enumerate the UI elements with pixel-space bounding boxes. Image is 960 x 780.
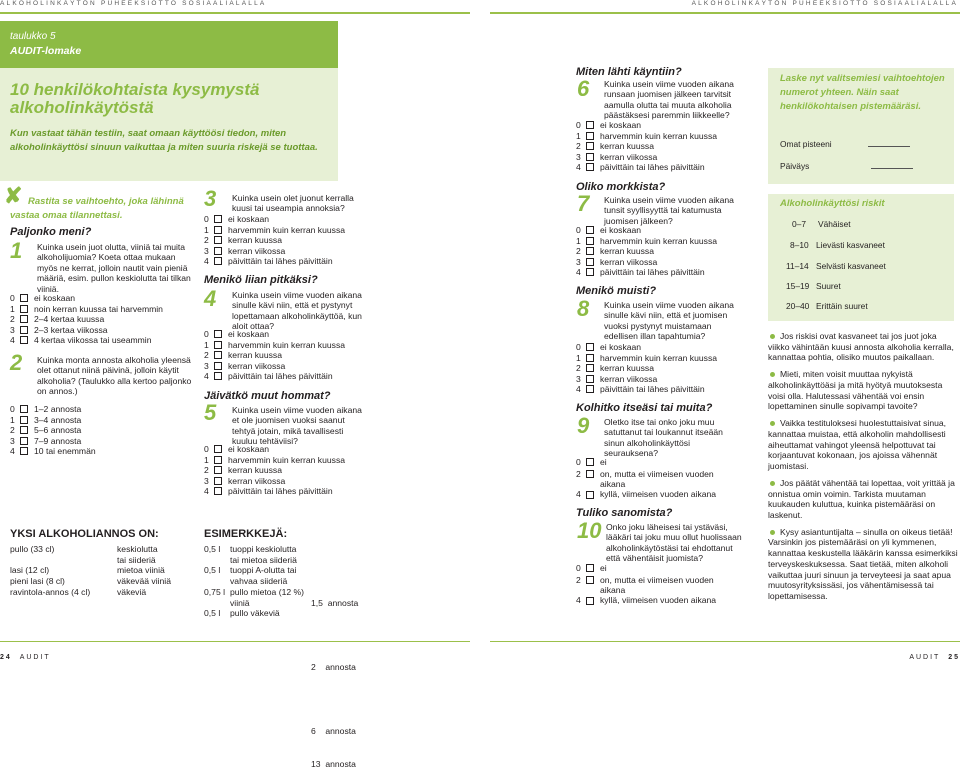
checkbox[interactable]: [586, 597, 594, 605]
example-cell: tuoppi keskiolutta: [230, 544, 297, 554]
example-cell: [204, 576, 225, 587]
section-heading-5: Oliko morkkista?: [576, 181, 666, 193]
page-number-left: 24: [0, 654, 12, 661]
checkbox[interactable]: [586, 491, 594, 499]
question-text-8: Kuinka usein viime vuoden aikana sinulle kävi niin, että et juomisen vuoksi pystynyt muistamaan edellisen illan tapahtumia?: [604, 300, 734, 342]
question-number-8: 8: [577, 296, 590, 321]
score-box-title: Laske nyt valitsemiesi vaihtoehtojen numerot yhteen. Näin saat henkilökohtaisen pistemääräsi.: [780, 73, 945, 112]
option-row[interactable]: 0 ei: [576, 457, 607, 467]
option-row[interactable]: 4 päivittäin tai lähes päivittäin: [204, 486, 333, 496]
option-row[interactable]: 1 harvemmin kuin kerran kuussa: [576, 235, 718, 246]
drink-table-cell: [10, 555, 90, 566]
section-heading-4: Miten lähti käyntiin?: [576, 66, 682, 78]
checkbox[interactable]: [586, 153, 594, 161]
footer-left-label: AUDIT: [19, 654, 51, 661]
option-row[interactable]: 2 kerran kuussa: [204, 465, 282, 475]
question-number-6: 6: [577, 76, 590, 101]
question-1-options: [10, 293, 163, 346]
section-heading-6: Menikö muisti?: [576, 285, 657, 297]
question-9-options: [576, 457, 746, 500]
example-cell: 0,5 l: [204, 544, 221, 554]
option-row[interactable]: 2 kerran kuussa: [204, 350, 282, 360]
checkbox[interactable]: [20, 437, 28, 445]
drink-table-cell: väkeviä: [117, 586, 147, 597]
checkbox[interactable]: [586, 385, 594, 393]
option-row[interactable]: 4 päivittäin tai lähes päivittäin: [576, 267, 705, 277]
instruction-text: Rastita se vaihtoehto, joka lähinnä vastaa omaa tilannettasi.: [10, 196, 184, 221]
checkbox[interactable]: [20, 405, 28, 413]
option-row[interactable]: 4 4 kertaa viikossa tai useammin: [10, 335, 152, 345]
checkbox[interactable]: [214, 215, 222, 223]
option-row[interactable]: 2 kerran kuussa: [576, 141, 654, 151]
score-box: [768, 68, 954, 184]
option-row[interactable]: 4 kyllä, viimeisen vuoden aikana: [576, 489, 717, 500]
option-row[interactable]: 1 noin kerran kuussa tai harvemmin: [10, 303, 163, 314]
section-heading-3: Jäivätkö muut hommat?: [204, 390, 331, 402]
example-cell: tuoppi A-olutta tai: [230, 565, 297, 576]
example-cell: viiniä: [230, 597, 250, 608]
checkbox[interactable]: [586, 458, 594, 466]
question-text-7: Kuinka usein viime vuoden aikana tunsit syyllisyyttä tai katumusta juomisen jälkeen?: [604, 195, 734, 226]
running-header-right: ALKOHOLINKÄYTÖN PUHEEKSIOTTO SOSIAALIALALLA: [691, 0, 958, 7]
checkbox[interactable]: [586, 576, 594, 584]
option-row[interactable]: 3 kerran viikossa: [576, 256, 658, 267]
drink-table-left: [10, 544, 90, 598]
option-row[interactable]: 3 kerran viikossa: [204, 245, 286, 256]
option-row[interactable]: 2 on, mutta ei viimeisen vuoden aikana: [576, 574, 714, 595]
question-3-options: [204, 214, 345, 267]
examples-title: ESIMERKKEJÄ:: [204, 528, 288, 540]
table-label: taulukko 5: [10, 31, 56, 42]
risk-box: [768, 194, 954, 321]
option-row[interactable]: 0 ei koskaan: [204, 214, 270, 224]
option-row[interactable]: 1 harvemmin kuin kerran kuussa: [576, 352, 718, 363]
drink-table-cell: keskiolutta: [117, 544, 158, 554]
option-row[interactable]: 2 on, mutta ei viimeisen vuoden aikana: [576, 468, 714, 489]
example-cell: [311, 630, 358, 641]
form-name: AUDIT-lomake: [10, 45, 82, 57]
example-cell: 13 annosta: [311, 758, 356, 769]
question-number-10: 10: [577, 518, 602, 543]
section-heading-7: Kolhitko itseäsi tai muita?: [576, 402, 713, 414]
question-text-3: Kuinka usein olet juonut kerralla kuusi tai useampia annoksia?: [232, 193, 354, 214]
checkbox[interactable]: [20, 326, 28, 334]
drink-table-cell: tai siideriä: [117, 554, 156, 565]
option-row[interactable]: 1 3–4 annosta: [10, 414, 82, 425]
checkbox[interactable]: [214, 257, 222, 265]
risk-row: 20–40 Erittäin suuret: [786, 301, 868, 311]
examples-col-3: [311, 544, 358, 780]
checkbox[interactable]: [586, 470, 594, 478]
footer-right: [909, 654, 960, 663]
running-header-left: ALKOHOLINKÄYTÖN PUHEEKSIOTTO SOSIAALIALALLA: [0, 0, 267, 7]
page-title: 10 henkilökohtaista kysymystä alkoholinkäytöstä: [10, 80, 260, 117]
drink-table-cell: mietoa viiniä: [117, 565, 165, 576]
checkbox[interactable]: [214, 351, 222, 359]
question-text-4: Kuinka usein viime vuoden aikana sinulle kävi niin, että et pystynyt lopettamaan alkoholinkäyttöä, kun aloit ottaa?: [232, 290, 362, 332]
footer-left: [0, 654, 51, 663]
checkbox[interactable]: [20, 305, 28, 313]
checkbox[interactable]: [20, 315, 28, 323]
example-cell: vahvaa siideriä: [230, 576, 288, 587]
option-row[interactable]: 1 harvemmin kuin kerran kuussa: [576, 130, 718, 141]
checkbox[interactable]: [20, 294, 28, 302]
checkbox[interactable]: [586, 364, 594, 372]
checkbox[interactable]: [214, 362, 222, 370]
advice-item: Jos päätät vähentää tai lopettaa, voit yrittää ja onnistua omin voimin. Tarkista muutaman kuukauden kuluttua, kuinka pistemääräsi on laskenut.: [768, 478, 958, 521]
example-cell: [311, 565, 358, 576]
example-cell: 0,5 l: [204, 608, 221, 619]
question-number-9: 9: [577, 413, 590, 438]
drink-table: [10, 528, 159, 541]
question-text-2: Kuinka monta annosta alkoholia yleensä olet ottanut niinä päivinä, jolloin käytit alkoholia? (Taulukko alla kertoo paljonko on annos.): [37, 355, 192, 397]
checkbox[interactable]: [214, 330, 222, 338]
question-6-options: [576, 120, 717, 173]
points-line[interactable]: [868, 146, 910, 147]
question-10-options: [576, 563, 746, 606]
question-number-4: 4: [204, 286, 217, 311]
date-label: Päiväys: [780, 161, 810, 171]
drink-table-cell: väkevää viiniä: [117, 576, 171, 587]
top-rule-right: [490, 12, 960, 14]
example-cell: 2 annosta: [311, 662, 356, 673]
example-cell: 0,75 l: [204, 586, 226, 597]
checkbox[interactable]: [586, 375, 594, 383]
checkbox[interactable]: [214, 445, 222, 453]
checkbox[interactable]: [586, 343, 594, 351]
checkbox[interactable]: [586, 237, 594, 245]
checkbox[interactable]: [586, 121, 594, 129]
points-label: Omat pisteeni: [780, 139, 832, 149]
question-number-2: 2: [10, 350, 23, 375]
example-cell: [311, 694, 358, 705]
question-text-10: Onko joku läheisesi tai ystäväsi, lääkäri tai joku muu ollut huolissaan alkoholinkäytöstäsi tai ehdottanut että vähentäisit juomista?: [606, 522, 742, 564]
page-number-right: 25: [948, 654, 960, 661]
checkbox[interactable]: [214, 477, 222, 485]
checkbox[interactable]: [586, 247, 594, 255]
top-rule-left: [0, 12, 470, 14]
example-cell: 0,5 l: [204, 565, 221, 576]
advice-item: Mieti, miten voisit muuttaa nykyistä alkoholinkäyttöäsi ja mitä hyötyä muutoksesta voisi olla. Halutessasi vähentää voi ensin lopettaminen sinulle sopivampi tavoite?: [768, 369, 958, 412]
question-text-6: Kuinka usein viime vuoden aikana runsaan juomisen jälkeen tarvitsit aamulla olutta tai muuta alkoholia päästäksesi paremmin liikkeelle?: [604, 79, 734, 121]
option-row[interactable]: 4 päivittäin tai lähes päivittäin: [576, 384, 705, 394]
intro-text: Kun vastaat tähän testiin, saat omaan käyttöösi tiedon, miten alkoholinkäyttösi sinuun vaikuttaa ja miten suuria riskejä se tuottaa.: [10, 128, 318, 153]
option-row[interactable]: 3 kerran viikossa: [576, 151, 658, 162]
option-row[interactable]: 0 1–2 annosta: [10, 404, 82, 414]
checkbox[interactable]: [586, 132, 594, 140]
checkbox[interactable]: [586, 268, 594, 276]
checkbox[interactable]: [214, 247, 222, 255]
option-row[interactable]: 4 päivittäin tai lähes päivittäin: [204, 371, 333, 381]
option-row[interactable]: 2 5–6 annosta: [10, 425, 82, 435]
examples-col-1: [204, 544, 225, 619]
drink-table-right: [117, 544, 171, 598]
checkbox[interactable]: [214, 466, 222, 474]
option-row[interactable]: 3 kerran viikossa: [204, 360, 286, 371]
checkbox[interactable]: [214, 372, 222, 380]
title-bar: [0, 21, 338, 68]
checkbox[interactable]: [586, 354, 594, 362]
example-cell: [204, 555, 225, 566]
question-text-5: Kuinka usein viime vuoden aikana et ole juomisen vuoksi saanut tehtyä jotain, mikä tavallisesti kuuluu tehtäviisi?: [232, 405, 362, 447]
advice-item: Jos riskisi ovat kasvaneet tai jos juot joka viikko vähintään kuusi annosta alkoholia kerralla, kannattaa pohtia, olisiko muutos paikallaan.: [768, 331, 958, 363]
question-2-options: [10, 404, 96, 457]
question-text-1: Kuinka usein juot olutta, viiniä tai muita alkoholijuomia? Koeta ottaa mukaan myös ne kerrat, jolloin nautit vain pieniä määriä, esim. pullon keskiolutta tai tilkan viiniä.: [37, 242, 191, 294]
option-row[interactable]: 0 ei: [576, 563, 607, 573]
question-number-5: 5: [204, 400, 217, 425]
question-text-9: Oletko itse tai onko joku muu satuttanut tai loukannut itseään sinun alkoholinkäyttösi seurauksena?: [604, 417, 723, 459]
option-row[interactable]: 2 kerran kuussa: [204, 235, 282, 245]
option-row[interactable]: 4 päivittäin tai lähes päivittäin: [576, 162, 705, 172]
check-x-icon: ✘: [4, 183, 23, 208]
date-line[interactable]: [871, 168, 913, 169]
checkbox[interactable]: [20, 416, 28, 424]
question-4-options: [204, 329, 345, 382]
drink-table-cell: lasi (12 cl): [10, 565, 50, 576]
risk-row: 11–14 Selvästi kasvaneet: [786, 261, 886, 271]
option-row[interactable]: 4 10 tai enemmän: [10, 446, 96, 456]
points-field[interactable]: [780, 139, 910, 149]
checkbox[interactable]: [214, 341, 222, 349]
example-cell: 1,5 annosta: [311, 597, 359, 608]
question-number-1: 1: [10, 238, 23, 263]
checkbox[interactable]: [586, 258, 594, 266]
option-row[interactable]: 0 ei koskaan: [204, 444, 270, 454]
option-row[interactable]: 4 kyllä, viimeisen vuoden aikana: [576, 595, 717, 606]
section-heading-8: Tuliko sanomista?: [576, 507, 673, 519]
checkbox[interactable]: [20, 336, 28, 344]
advice-list: [768, 331, 958, 608]
checkbox[interactable]: [586, 226, 594, 234]
option-row[interactable]: 2 kerran kuussa: [576, 363, 654, 373]
example-cell: [204, 598, 225, 609]
option-row[interactable]: 3 kerran viikossa: [576, 373, 658, 384]
checkbox[interactable]: [214, 487, 222, 495]
option-row[interactable]: 0 ei koskaan: [576, 225, 642, 235]
checkbox[interactable]: [214, 236, 222, 244]
advice-item: Kysy asiantuntijalta – sinulla on oikeus tietää! Varsinkin jos pistemääräsi on yli kymmenen, kannattaa keskustella lääkärin kanssa esimerkiksi terveyskeskuksessa. Saat tietää, miten alkoholi vaikuttaa juuri sinuun ja terveyteesi ja saat apua muutosyrityksissäsi, jos vähentämisessä tai lopettamisessa.: [768, 526, 958, 602]
option-row[interactable]: 3 2–3 kertaa viikossa: [10, 324, 108, 335]
question-7-options: [576, 225, 717, 278]
example-cell: pullo mietoa (12 %): [230, 586, 305, 597]
option-row[interactable]: 0 ei koskaan: [10, 293, 76, 303]
question-5-options: [204, 444, 345, 497]
advice-item: Vaikka testituloksesi huolestuttaisivat sinua, kannattaa muistaa, että alkoholin mahdollisesti aiheuttamat vahingot yleensä helpottuvat tai korjaantuvat kokonaan, jos ajoissa vähennät juomistasi.: [768, 418, 958, 472]
date-field[interactable]: [780, 161, 913, 171]
option-row[interactable]: 1 harvemmin kuin kerran kuussa: [204, 454, 346, 465]
option-row[interactable]: 1 harvemmin kuin kerran kuussa: [204, 224, 346, 235]
risk-row: 8–10 Lievästi kasvaneet: [790, 240, 885, 250]
risk-row: 0–7 Vähäiset: [792, 219, 851, 229]
option-row[interactable]: 2 kerran kuussa: [576, 246, 654, 256]
checkbox[interactable]: [20, 447, 28, 455]
example-cell: 6 annosta: [311, 726, 356, 737]
checkbox[interactable]: [586, 142, 594, 150]
option-row[interactable]: 0 ei koskaan: [576, 342, 642, 352]
risk-box-title: Alkoholinkäyttösi riskit: [780, 198, 885, 209]
option-row[interactable]: 1 harvemmin kuin kerran kuussa: [204, 339, 346, 350]
checkbox[interactable]: [586, 564, 594, 572]
option-row[interactable]: 3 7–9 annosta: [10, 435, 82, 446]
question-number-7: 7: [577, 191, 590, 216]
option-row[interactable]: 2 2–4 kertaa kuussa: [10, 314, 105, 324]
drink-table-title: YKSI ALKOHOLIANNOS ON:: [10, 528, 159, 540]
question-8-options: [576, 342, 717, 395]
checkbox[interactable]: [214, 226, 222, 234]
drink-table-cell: pullo (33 cl): [10, 544, 55, 554]
drink-table-cell: pieni lasi (8 cl): [10, 576, 65, 587]
checkbox[interactable]: [20, 426, 28, 434]
drink-table-cell: ravintola-annos (4 cl): [10, 586, 91, 597]
option-row[interactable]: 4 päivittäin tai lähes päivittäin: [204, 256, 333, 266]
bottom-rule-right: [490, 641, 960, 642]
section-heading-2: Menikö liian pitkäksi?: [204, 274, 318, 286]
example-cell: tai mietoa siideriä: [230, 554, 297, 565]
risk-row: 15–19 Suuret: [786, 281, 841, 291]
bottom-rule-left: [0, 641, 470, 642]
option-row[interactable]: 0 ei koskaan: [576, 120, 642, 130]
option-row[interactable]: 0 ei koskaan: [204, 329, 270, 339]
section-heading-1: Paljonko meni?: [10, 226, 92, 238]
checkbox[interactable]: [586, 163, 594, 171]
option-row[interactable]: 3 kerran viikossa: [204, 475, 286, 486]
checkbox[interactable]: [214, 456, 222, 464]
question-number-3: 3: [204, 186, 217, 211]
example-cell: pullo väkeviä: [230, 608, 280, 619]
footer-right-label: AUDIT: [909, 654, 941, 661]
examples-col-2: [230, 544, 304, 619]
